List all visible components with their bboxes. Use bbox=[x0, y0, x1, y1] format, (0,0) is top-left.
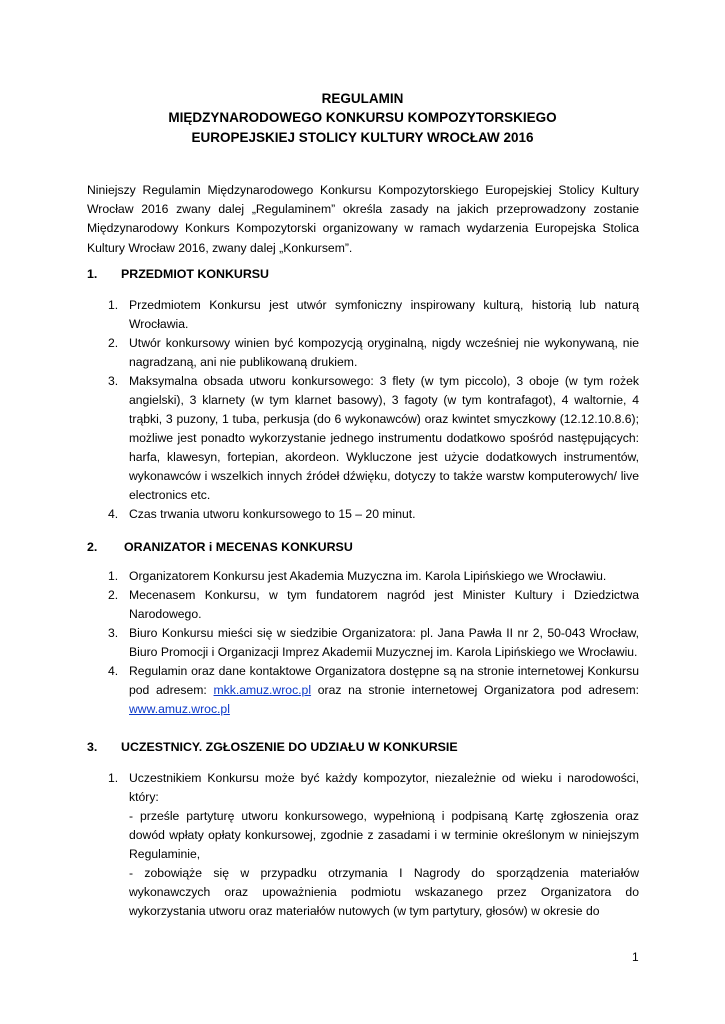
list-item bbox=[0, 505, 639, 524]
item-number: 1. bbox=[108, 298, 119, 312]
list-item bbox=[0, 372, 639, 505]
item-text: Organizatorem Konkursu jest Akademia Muzyczna im. Karola Lipińskiego we Wrocławiu. bbox=[129, 569, 607, 583]
item-subpoint-1: - prześle partyturę utworu konkursowego, wypełnioną i podpisaną Kartę zgłoszenia oraz dowód wpłaty opłaty konkursowej, zgodnie z zasadami i w terminie określonym w niniejszym Regulaminie, bbox=[129, 809, 639, 861]
list-item bbox=[0, 567, 639, 586]
list-item bbox=[0, 624, 639, 662]
item-number: 3. bbox=[108, 626, 119, 640]
item-text: Biuro Konkursu mieści się w siedzibie Organizatora: pl. Jana Pawła II nr 2, 50-043 Wrocław, Biuro Promocji i Organizacji Imprez Akademii Muzycznej im. Karola Lipińskiego we Wrocławiu. bbox=[129, 626, 639, 659]
competition-website-link[interactable]: mkk.amuz.wroc.pl bbox=[213, 683, 312, 697]
list-item bbox=[0, 586, 639, 624]
item-number: 1. bbox=[108, 569, 119, 583]
title-line-2: MIĘDZYNARODOWEGO KONKURSU KOMPOZYTORSKIEGO bbox=[168, 110, 557, 125]
section-title: PRZEDMIOT KONKURSU bbox=[121, 267, 269, 281]
title-line-3: EUROPEJSKIEJ STOLICY KULTURY WROCŁAW 2016 bbox=[191, 130, 534, 145]
section-number: 2. bbox=[87, 540, 98, 554]
list-item bbox=[0, 334, 639, 372]
section-title: ORANIZATOR i MECENAS KONKURSU bbox=[124, 540, 353, 554]
item-text: Mecenasem Konkursu, w tym fundatorem nagród jest Minister Kultury i Dziedzictwa Narodowego. bbox=[129, 588, 639, 621]
section-title: UCZESTNICY. ZGŁOSZENIE DO UDZIAŁU W KONKURSIE bbox=[121, 740, 458, 754]
item-number: 1. bbox=[108, 771, 119, 785]
item-text: Przedmiotem Konkursu jest utwór symfoniczny inspirowany kulturą, historią lub naturą Wrocławia. bbox=[129, 298, 639, 331]
item-text: Uczestnikiem Konkursu może być każdy kompozytor, niezależnie od wieku i narodowości, który: bbox=[129, 771, 639, 804]
item-number: 2. bbox=[108, 336, 119, 350]
section-3-list bbox=[0, 769, 725, 921]
item-number: 4. bbox=[108, 507, 119, 521]
list-item bbox=[0, 769, 639, 921]
item-text: Czas trwania utworu konkursowego to 15 – 20 minut. bbox=[129, 507, 416, 521]
item-number: 2. bbox=[108, 588, 119, 602]
item-text: Maksymalna obsada utworu konkursowego: 3 flety (w tym piccolo), 3 oboje (w tym rożek angielski), 3 klarnety (w tym klarnet basowy), 3 fagoty (w tym kontrafagot), 4 waltornie, 4 trąbki, 3 puzony, 1 tuba, perkusja (do 6 wykonawców) oraz kwintet smyczkowy (12.12.10.8.6); możliwe jest ponadto wykorzystanie jednego instrumentu dodatkowo spośród następujących: harfa, klawesyn, fortepian, akordeon. Wykluczone jest użycie dodatkowych instrumentów, wykonawców i wszelkich innych źródeł dźwięku, dotyczy to także warstw komputerowych/ live electronics etc. bbox=[129, 374, 639, 502]
list-item bbox=[0, 296, 639, 334]
section-number: 1. bbox=[87, 267, 98, 281]
item-text: Utwór konkursowy winien być kompozycją oryginalną, nigdy wcześniej nie wykonywaną, nie nagradzaną, ani nie publikowaną drukiem. bbox=[129, 336, 639, 369]
item-text-a: Regulamin oraz dane kontaktowe Organizatora dostępne są na stronie internetowej Konkursu pod adresem: bbox=[129, 664, 639, 697]
item-subpoint-2: - zobowiąże się w przypadku otrzymania I Nagrody do sporządzenia materiałów wykonawczych oraz upoważnienia podmiotu wskazanego przez Organizatora do wykorzystania utworu oraz materiałów nutowych (w tym partytury, głosów) w okresie do bbox=[129, 866, 639, 918]
item-text-b: oraz na stronie internetowej Organizatora pod adresem: bbox=[317, 683, 639, 697]
section-2-list bbox=[0, 567, 725, 719]
item-number: 4. bbox=[108, 664, 119, 678]
intro-paragraph: Niniejszy Regulamin Międzynarodowego Konkursu Kompozytorskiego Europejskiej Stolicy Kultury Wrocław 2016 zwany dalej „Regulaminem” określa zasady na jakich przeprowadzony zostanie Międzynarodowy Konkurs Kompozytorski organizowany w ramach wydarzenia Europejska Stolica Kultury Wrocław 2016, zwany dalej „Konkursem”. bbox=[87, 183, 639, 255]
section-number: 3. bbox=[87, 740, 98, 754]
section-1-list bbox=[0, 296, 725, 524]
title-line-1: REGULAMIN bbox=[321, 91, 404, 106]
page-number: 1 bbox=[632, 950, 639, 964]
list-item bbox=[0, 662, 639, 719]
item-number: 3. bbox=[108, 374, 119, 388]
organizer-website-link[interactable]: www.amuz.wroc.pl bbox=[129, 702, 230, 716]
